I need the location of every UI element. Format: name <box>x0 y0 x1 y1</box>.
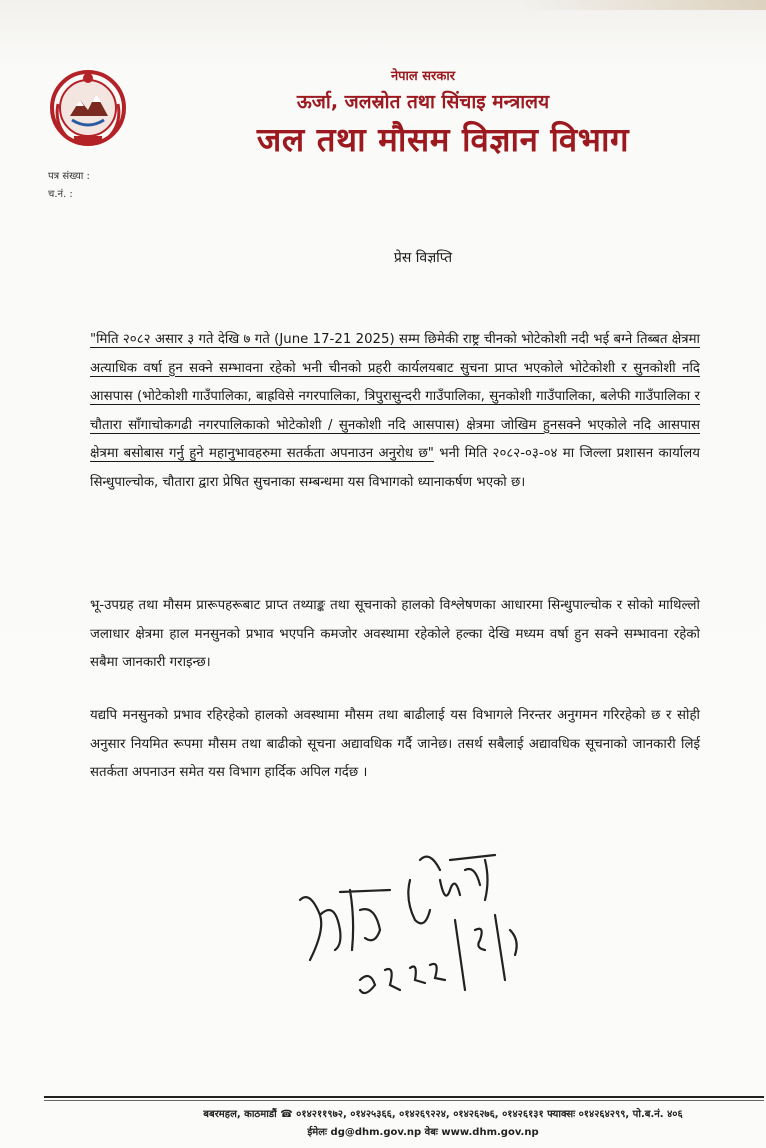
paragraph-2: भू-उपग्रह तथा मौसम प्रारूपहरूबाट प्राप्त तथ्याङ्क तथा सूचनाको हालको विश्लेषणका आधारमा सिन्धुपाल्चोक र सोको माथिल्लो जलाधार क्षेत्रमा हाल मनसुनको प्रभाव भएपनि कमजोर अवस्थामा रहेकोले हल्का देखि मध्यम वर्षा हुन सक्ने सम्भावना रहेको सबैमा जानकारी गराइन्छ। <box>90 598 700 670</box>
paragraph-1 <box>90 326 700 497</box>
footer-divider-thin <box>44 1100 764 1101</box>
dispatch-number-label: च.नं. : <box>48 189 73 200</box>
footer-address: बबरमहल, काठमाडौं ☎ ०१४२११९७२, ०१४२५३६६, ०१४२६९२२४, ०१४२६२७६, ०१४२६१३१ फ्याक्सः ०१४२६४२९९, पो.ब.नं. ४०६ <box>203 1109 683 1120</box>
footer-contact: ईमेलः dg@dhm.gov.np वेबः www.dhm.gov.np <box>307 1127 539 1138</box>
department-name: जल तथा मौसम विज्ञान विभाग <box>256 120 630 159</box>
footer-divider <box>44 1096 764 1098</box>
paragraph-1-rest: भनी मिति २०८२-०३-०४ मा जिल्ला प्रशासन कार्यालय सिन्धुपाल्चोक, चौतारा द्वारा प्रेषित सुचनाका सम्बन्धमा यस विभागको ध्यानाकर्षण भएको छ। <box>90 446 700 490</box>
paragraph-3: यद्यपि मनसुनको प्रभाव रहिरहेको हालको अवस्थामा मौसम तथा बाढीलाई यस विभागले निरन्तर अनुगमन गरिरहेको छ र सोही अनुसार नियमित रूपमा मौसम तथा बाढीको सूचना अद्यावधिक गर्दै जानेछ। तसर्थ सबैलाई अद्यावधिक सूचनाको जानकारी लिई सतर्कता अपनाउन समेत यस विभाग हार्दिक अपिल गर्दछ । <box>90 708 700 780</box>
quoted-notice: "मिति २०८२ असार ३ गते देखि ७ गते (June 17-21 2025) सम्म छिमेकी राष्ट्र चीनको भोटेकोशी नदी भई बग्ने तिब्बत क्षेत्रमा अत्याधिक वर्षा हुन सक्ने सम्भावना रहेको भनी चीनको प्रहरी कार्यलयबाट सुचना प्राप्त भएकोले भोटेकोशी र सुनकोशी नदि आसपास (भोटेकोशी गाउँपालिका, बाह्रविसे नगरपालिका, त्रिपुरासुन्दरी गाउँपालिका, सुनकोशी गाउँपालिका, बलेफी गाउँपालिका र चौतारा साँगाचोकगढी नगरपालिकाको भोटेकोशी / सुनकोशी नदि आसपास) क्षेत्रमा जोखिम हुनसक्ने भएकोले नदि आसपास क्षेत्रमा बसोबास गर्नु हुने महानुभावहरुमा सतर्कता अपनाउन अनुरोध छ" <box>90 332 700 461</box>
ministry-name: ऊर्जा, जलस्रोत तथा सिंचाइ मन्त्रालय <box>296 91 550 113</box>
page-edge-shadow <box>520 0 766 10</box>
press-release-title: प्रेस विज्ञप्ति <box>393 250 453 266</box>
reference-number-label: पत्र संख्या : <box>48 171 90 182</box>
handwritten-signature <box>280 820 540 1020</box>
government-name: नेपाल सरकार <box>390 69 456 84</box>
